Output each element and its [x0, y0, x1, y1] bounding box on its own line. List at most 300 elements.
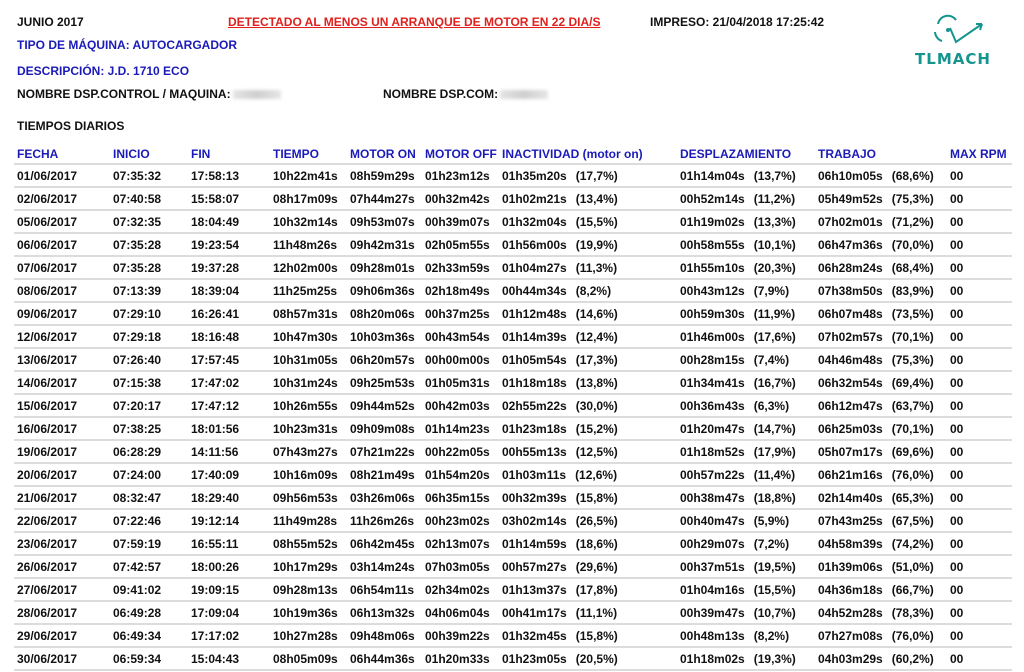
- cell-fecha: [14, 417, 113, 440]
- cell-fecha: [14, 348, 113, 371]
- cell-fin-value: 17:58:13: [191, 168, 240, 183]
- cell-max-rpm: [950, 348, 1012, 371]
- cell-inactividad: [502, 486, 680, 509]
- table-row: [14, 210, 1012, 233]
- cell-tiempo-value: 10h32m14s: [273, 214, 338, 229]
- cell-motor-on-value: 09h28m01s: [350, 260, 415, 275]
- cell-tiempo-value: 08h57m31s: [273, 306, 338, 321]
- cell-trabajo-percent: (63,7%): [891, 398, 934, 413]
- cell-motor-on: [350, 348, 425, 371]
- cell-max-rpm-value: 00: [950, 237, 964, 252]
- cell-inactividad: [502, 302, 680, 325]
- cell-trabajo-value: 06h47m36s: [818, 237, 883, 252]
- table-row: [14, 440, 1012, 463]
- cell-fecha: [14, 164, 113, 187]
- cell-motor-off: [425, 233, 502, 256]
- cell-motor-off: [425, 624, 502, 647]
- cell-desplazamiento: [680, 348, 818, 371]
- cell-max-rpm: [950, 279, 1012, 302]
- cell-trabajo-percent: (76,0%): [891, 467, 934, 482]
- cell-fin-value: 18:29:40: [191, 490, 240, 505]
- cell-inactividad: [502, 371, 680, 394]
- cell-desplazamiento-value: 00h38m47s: [680, 490, 745, 505]
- table-row: [14, 325, 1012, 348]
- cell-inicio-value: 07:35:28: [113, 237, 162, 252]
- cell-max-rpm-value: 00: [950, 191, 964, 206]
- table-row: [14, 256, 1012, 279]
- cell-motor-on-value: 07h21m22s: [350, 444, 415, 459]
- cell-motor-on-value: 06h13m32s: [350, 605, 415, 620]
- cell-trabajo-percent: (83,9%): [891, 283, 934, 298]
- machine-type: TIPO DE MÁQUINA: AUTOCARGADOR: [17, 38, 237, 52]
- cell-desplazamiento: [680, 187, 818, 210]
- table-row: [14, 187, 1012, 210]
- cell-max-rpm: [950, 394, 1012, 417]
- cell-motor-on-value: 08h20m06s: [350, 306, 415, 321]
- cell-max-rpm: [950, 463, 1012, 486]
- cell-desplazamiento: [680, 624, 818, 647]
- cell-desplazamiento-value: 00h43m12s: [680, 283, 745, 298]
- cell-inicio: [113, 210, 191, 233]
- cell-desplazamiento-percent: (13,7%): [753, 168, 796, 183]
- cell-motor-off-value: 07h03m05s: [425, 559, 490, 574]
- cell-fin-value: 17:17:02: [191, 628, 240, 643]
- cell-desplazamiento-value: 01h18m02s: [680, 651, 745, 666]
- cell-tiempo: [273, 348, 350, 371]
- cell-max-rpm: [950, 647, 1012, 670]
- cell-trabajo-percent: (51,0%): [891, 559, 934, 574]
- cell-motor-on: [350, 371, 425, 394]
- cell-inicio: [113, 555, 191, 578]
- cell-max-rpm: [950, 601, 1012, 624]
- cell-desplazamiento: [680, 647, 818, 670]
- cell-inactividad-value: 01h05m54s: [502, 352, 567, 367]
- cell-fin-value: 19:37:28: [191, 260, 240, 275]
- cell-inicio: [113, 394, 191, 417]
- cell-inactividad: [502, 509, 680, 532]
- cell-desplazamiento: [680, 233, 818, 256]
- cell-inicio-value: 06:49:34: [113, 628, 162, 643]
- cell-tiempo-value: 07h43m27s: [273, 444, 338, 459]
- cell-desplazamiento: [680, 486, 818, 509]
- cell-desplazamiento-value: 01h19m02s: [680, 214, 745, 229]
- cell-motor-on: [350, 279, 425, 302]
- cell-motor-on: [350, 394, 425, 417]
- cell-fecha: [14, 233, 113, 256]
- cell-inactividad: [502, 440, 680, 463]
- cell-max-rpm: [950, 233, 1012, 256]
- cell-inactividad-value: 00h32m39s: [502, 490, 567, 505]
- cell-tiempo: [273, 302, 350, 325]
- cell-desplazamiento-percent: (8,2%): [753, 628, 790, 643]
- cell-fecha-value: 22/06/2017: [17, 513, 78, 528]
- cell-max-rpm: [950, 417, 1012, 440]
- cell-motor-on-value: 09h42m31s: [350, 237, 415, 252]
- cell-tiempo-value: 10h27m28s: [273, 628, 338, 643]
- cell-inactividad: [502, 348, 680, 371]
- cell-inicio: [113, 601, 191, 624]
- cell-fecha: [14, 325, 113, 348]
- cell-trabajo-value: 06h07m48s: [818, 306, 883, 321]
- cell-inactividad-percent: (19,9%): [575, 237, 618, 252]
- cell-desplazamiento-value: 00h36m43s: [680, 398, 745, 413]
- cell-motor-off-value: 06h35m15s: [425, 490, 490, 505]
- cell-tiempo-value: 10h19m36s: [273, 605, 338, 620]
- cell-inicio-value: 07:20:17: [113, 398, 162, 413]
- cell-desplazamiento-percent: (19,3%): [753, 651, 796, 666]
- cell-inactividad-value: 00h41m17s: [502, 605, 567, 620]
- cell-motor-on-value: 11h26m26s: [350, 513, 415, 528]
- cell-fin-value: 15:58:07: [191, 191, 240, 206]
- table-row: [14, 417, 1012, 440]
- cell-inicio-value: 06:59:34: [113, 651, 162, 666]
- cell-fin: [191, 417, 273, 440]
- cell-fin: [191, 578, 273, 601]
- cell-trabajo-value: 06h21m16s: [818, 467, 883, 482]
- table-row: [14, 578, 1012, 601]
- cell-inicio: [113, 187, 191, 210]
- cell-trabajo-percent: (70,0%): [891, 237, 934, 252]
- cell-inactividad-percent: (15,2%): [575, 421, 618, 436]
- cell-inactividad-percent: (11,3%): [575, 260, 618, 275]
- cell-desplazamiento: [680, 210, 818, 233]
- cell-max-rpm-value: 00: [950, 398, 964, 413]
- cell-inicio-value: 06:28:29: [113, 444, 162, 459]
- cell-inactividad: [502, 164, 680, 187]
- cell-desplazamiento-value: 00h52m14s: [680, 191, 745, 206]
- cell-desplazamiento-value: 00h37m51s: [680, 559, 745, 574]
- cell-fecha: [14, 555, 113, 578]
- cell-desplazamiento-percent: (6,3%): [753, 398, 790, 413]
- cell-fin-value: 16:26:41: [191, 306, 240, 321]
- cell-inactividad-value: 01h13m37s: [502, 582, 567, 597]
- cell-motor-off: [425, 578, 502, 601]
- cell-trabajo: [818, 210, 950, 233]
- cell-trabajo: [818, 348, 950, 371]
- cell-desplazamiento: [680, 164, 818, 187]
- cell-max-rpm-value: 00: [950, 352, 964, 367]
- cell-inicio: [113, 164, 191, 187]
- cell-tiempo: [273, 371, 350, 394]
- cell-inicio: [113, 279, 191, 302]
- cell-tiempo: [273, 210, 350, 233]
- cell-inicio-value: 08:32:47: [113, 490, 162, 505]
- cell-fecha: [14, 371, 113, 394]
- cell-motor-off: [425, 555, 502, 578]
- cell-fecha-value: 14/06/2017: [17, 375, 78, 390]
- cell-trabajo-value: 04h46m48s: [818, 352, 883, 367]
- cell-tiempo-value: 10h31m24s: [273, 375, 338, 390]
- cell-desplazamiento: [680, 578, 818, 601]
- cell-motor-on: [350, 463, 425, 486]
- cell-motor-on-value: 06h42m45s: [350, 536, 415, 551]
- col-inicio: INICIO: [113, 146, 150, 161]
- cell-desplazamiento: [680, 509, 818, 532]
- cell-desplazamiento-percent: (11,9%): [753, 306, 796, 321]
- cell-fin: [191, 509, 273, 532]
- cell-trabajo: [818, 624, 950, 647]
- cell-motor-on-value: 10h03m36s: [350, 329, 415, 344]
- cell-fin-value: 17:47:02: [191, 375, 240, 390]
- cell-tiempo: [273, 601, 350, 624]
- col-desplazamiento: DESPLAZAMIENTO: [680, 146, 792, 161]
- table-row: [14, 302, 1012, 325]
- cell-fecha-value: 02/06/2017: [17, 191, 78, 206]
- cell-inicio-value: 06:49:28: [113, 605, 162, 620]
- cell-inactividad: [502, 325, 680, 348]
- cell-trabajo-percent: (69,4%): [891, 375, 934, 390]
- cell-trabajo-percent: (66,7%): [891, 582, 934, 597]
- cell-desplazamiento-value: 01h46m00s: [680, 329, 745, 344]
- cell-inactividad-percent: (17,3%): [575, 352, 618, 367]
- cell-motor-off-value: 00h00m00s: [425, 352, 490, 367]
- cell-inactividad-percent: (30,0%): [575, 398, 618, 413]
- cell-tiempo: [273, 187, 350, 210]
- cell-fecha-value: 23/06/2017: [17, 536, 78, 551]
- cell-desplazamiento-percent: (15,5%): [753, 582, 796, 597]
- cell-fin-value: 18:00:26: [191, 559, 240, 574]
- cell-motor-on-value: 08h21m49s: [350, 467, 415, 482]
- cell-trabajo: [818, 371, 950, 394]
- cell-inactividad-value: 01h18m18s: [502, 375, 567, 390]
- cell-desplazamiento: [680, 532, 818, 555]
- cell-tiempo: [273, 624, 350, 647]
- cell-tiempo-value: 10h26m55s: [273, 398, 338, 413]
- cell-desplazamiento: [680, 394, 818, 417]
- cell-max-rpm: [950, 164, 1012, 187]
- cell-fin-value: 14:11:56: [191, 444, 239, 459]
- cell-desplazamiento: [680, 279, 818, 302]
- cell-inicio-value: 07:24:00: [113, 467, 162, 482]
- cell-desplazamiento-value: 00h39m47s: [680, 605, 745, 620]
- cell-inactividad-percent: (29,6%): [575, 559, 618, 574]
- cell-desplazamiento-percent: (16,7%): [753, 375, 796, 390]
- cell-trabajo: [818, 302, 950, 325]
- report-period: JUNIO 2017: [17, 15, 84, 29]
- cell-motor-on-value: 09h09m08s: [350, 421, 415, 436]
- cell-tiempo-value: 08h05m09s: [273, 651, 338, 666]
- cell-fecha-value: 19/06/2017: [17, 444, 78, 459]
- cell-motor-on: [350, 417, 425, 440]
- cell-motor-off-value: 02h18m49s: [425, 283, 490, 298]
- cell-max-rpm: [950, 578, 1012, 601]
- cell-tiempo: [273, 486, 350, 509]
- cell-tiempo: [273, 555, 350, 578]
- cell-desplazamiento-value: 00h40m47s: [680, 513, 745, 528]
- cell-trabajo: [818, 440, 950, 463]
- cell-trabajo-value: 06h25m03s: [818, 421, 883, 436]
- table-row: [14, 164, 1012, 187]
- cell-fin-value: 17:40:09: [191, 467, 240, 482]
- cell-trabajo: [818, 233, 950, 256]
- cell-motor-off-value: 00h42m03s: [425, 398, 490, 413]
- cell-trabajo-value: 04h36m18s: [818, 582, 883, 597]
- cell-trabajo-percent: (71,2%): [891, 214, 934, 229]
- cell-fin-value: 19:12:14: [191, 513, 240, 528]
- cell-fecha-value: 05/06/2017: [17, 214, 78, 229]
- cell-motor-off-value: 01h54m20s: [425, 467, 490, 482]
- cell-tiempo: [273, 509, 350, 532]
- cell-tiempo: [273, 325, 350, 348]
- cell-tiempo-value: 09h28m13s: [273, 582, 338, 597]
- cell-fin-value: 17:09:04: [191, 605, 240, 620]
- cell-trabajo-value: 05h07m17s: [818, 444, 883, 459]
- cell-motor-on: [350, 210, 425, 233]
- cell-motor-off-value: 00h39m07s: [425, 214, 490, 229]
- cell-fecha: [14, 647, 113, 670]
- cell-desplazamiento-value: 00h57m22s: [680, 467, 745, 482]
- cell-desplazamiento: [680, 325, 818, 348]
- cell-motor-on-value: 09h48m06s: [350, 628, 415, 643]
- cell-max-rpm-value: 00: [950, 467, 964, 482]
- cell-motor-on: [350, 164, 425, 187]
- cell-motor-on: [350, 233, 425, 256]
- cell-trabajo-percent: (68,4%): [891, 260, 934, 275]
- cell-trabajo-value: 06h28m24s: [818, 260, 883, 275]
- cell-fin: [191, 348, 273, 371]
- cell-trabajo: [818, 164, 950, 187]
- cell-trabajo: [818, 256, 950, 279]
- cell-motor-off-value: 02h33m59s: [425, 260, 490, 275]
- cell-desplazamiento-percent: (7,9%): [753, 283, 790, 298]
- cell-inactividad-percent: (12,4%): [575, 329, 618, 344]
- cell-inicio: [113, 624, 191, 647]
- cell-max-rpm-value: 00: [950, 168, 964, 183]
- cell-motor-on: [350, 486, 425, 509]
- cell-fecha: [14, 624, 113, 647]
- cell-motor-off: [425, 302, 502, 325]
- cell-inactividad-percent: (18,6%): [575, 536, 618, 551]
- cell-motor-off: [425, 532, 502, 555]
- cell-desplazamiento-percent: (10,1%): [753, 237, 796, 252]
- cell-desplazamiento-value: 01h55m10s: [680, 260, 745, 275]
- cell-desplazamiento-percent: (17,9%): [753, 444, 796, 459]
- cell-fecha-value: 16/06/2017: [17, 421, 78, 436]
- cell-inicio-value: 07:29:10: [113, 306, 162, 321]
- cell-trabajo-percent: (67,5%): [891, 513, 934, 528]
- cell-trabajo: [818, 486, 950, 509]
- section-title: TIEMPOS DIARIOS: [17, 119, 125, 133]
- cell-fecha-value: 26/06/2017: [17, 559, 78, 574]
- cell-fecha-value: 06/06/2017: [17, 237, 78, 252]
- cell-fin-value: 19:23:54: [191, 237, 240, 252]
- cell-fecha-value: 27/06/2017: [17, 582, 78, 597]
- cell-motor-off-value: 00h32m42s: [425, 191, 490, 206]
- cell-tiempo-value: 10h22m41s: [273, 168, 338, 183]
- cell-desplazamiento-value: 00h59m30s: [680, 306, 745, 321]
- cell-inactividad-value: 00h44m34s: [502, 283, 567, 298]
- cell-fecha: [14, 532, 113, 555]
- cell-trabajo: [818, 417, 950, 440]
- control-device-label: NOMBRE DSP.CONTROL / MAQUINA:: [17, 87, 231, 101]
- cell-fecha: [14, 486, 113, 509]
- cell-motor-on-value: 03h14m24s: [350, 559, 415, 574]
- cell-max-rpm: [950, 256, 1012, 279]
- cell-trabajo-percent: (75,3%): [891, 191, 934, 206]
- cell-inicio-value: 07:22:46: [113, 513, 162, 528]
- cell-desplazamiento-percent: (19,5%): [753, 559, 796, 574]
- cell-inicio-value: 07:59:19: [113, 536, 162, 551]
- cell-motor-on: [350, 187, 425, 210]
- cell-fecha-value: 20/06/2017: [17, 467, 78, 482]
- cell-motor-on-value: 08h59m29s: [350, 168, 415, 183]
- cell-max-rpm-value: 00: [950, 582, 964, 597]
- cell-motor-off-value: 01h23m12s: [425, 168, 490, 183]
- cell-inicio: [113, 371, 191, 394]
- cell-inactividad-value: 02h55m22s: [502, 398, 567, 413]
- cell-max-rpm-value: 00: [950, 444, 964, 459]
- cell-motor-on: [350, 509, 425, 532]
- cell-fin: [191, 394, 273, 417]
- cell-inactividad-value: 01h32m04s: [502, 214, 567, 229]
- cell-motor-on-value: 09h25m53s: [350, 375, 415, 390]
- cell-motor-off: [425, 394, 502, 417]
- cell-inicio-value: 07:26:40: [113, 352, 162, 367]
- cell-motor-off: [425, 440, 502, 463]
- cell-fin-value: 18:04:49: [191, 214, 240, 229]
- col-max-rpm: MAX RPM: [950, 146, 1007, 161]
- cell-inicio: [113, 417, 191, 440]
- cell-inactividad-value: 01h23m18s: [502, 421, 567, 436]
- cell-motor-off: [425, 509, 502, 532]
- cell-motor-off-value: 01h14m23s: [425, 421, 490, 436]
- cell-fecha: [14, 256, 113, 279]
- cell-inicio-value: 07:13:39: [113, 283, 162, 298]
- cell-inactividad-percent: (8,2%): [575, 283, 612, 298]
- table-row: [14, 624, 1012, 647]
- cell-inicio: [113, 440, 191, 463]
- cell-fecha: [14, 440, 113, 463]
- cell-motor-off: [425, 325, 502, 348]
- cell-trabajo-value: 02h14m40s: [818, 490, 883, 505]
- cell-desplazamiento: [680, 256, 818, 279]
- cell-inactividad-value: 01h35m20s: [502, 168, 567, 183]
- cell-motor-on-value: 06h54m11s: [350, 582, 415, 597]
- cell-max-rpm: [950, 486, 1012, 509]
- cell-tiempo-value: 12h02m00s: [273, 260, 338, 275]
- cell-fin: [191, 647, 273, 670]
- cell-inactividad-value: 01h04m27s: [502, 260, 567, 275]
- cell-inactividad-value: 00h57m27s: [502, 559, 567, 574]
- cell-max-rpm: [950, 210, 1012, 233]
- printed-timestamp: IMPRESO: 21/04/2018 17:25:42: [650, 15, 825, 29]
- cell-max-rpm-value: 00: [950, 421, 964, 436]
- cell-motor-on: [350, 555, 425, 578]
- cell-inactividad-value: 01h03m11s: [502, 467, 567, 482]
- cell-inactividad-percent: (20,5%): [575, 651, 618, 666]
- cell-desplazamiento-value: 01h34m41s: [680, 375, 745, 390]
- cell-motor-on: [350, 647, 425, 670]
- cell-tiempo-value: 10h47m30s: [273, 329, 338, 344]
- cell-inactividad: [502, 601, 680, 624]
- cell-inactividad-percent: (12,6%): [575, 467, 618, 482]
- table-row: [14, 233, 1012, 256]
- col-inactividad: INACTIVIDAD (motor on): [502, 146, 643, 161]
- cell-tiempo: [273, 279, 350, 302]
- cell-inicio-value: 07:40:58: [113, 191, 162, 206]
- cell-tiempo: [273, 532, 350, 555]
- cell-inactividad-value: 01h14m59s: [502, 536, 567, 551]
- cell-desplazamiento: [680, 601, 818, 624]
- cell-trabajo: [818, 532, 950, 555]
- cell-fin-value: 17:47:12: [191, 398, 240, 413]
- cell-desplazamiento-percent: (17,6%): [753, 329, 796, 344]
- cell-inactividad: [502, 532, 680, 555]
- cell-tiempo-value: 08h55m52s: [273, 536, 338, 551]
- cell-fin: [191, 532, 273, 555]
- cell-inactividad-value: 01h56m00s: [502, 237, 567, 252]
- cell-trabajo-value: 05h49m52s: [818, 191, 883, 206]
